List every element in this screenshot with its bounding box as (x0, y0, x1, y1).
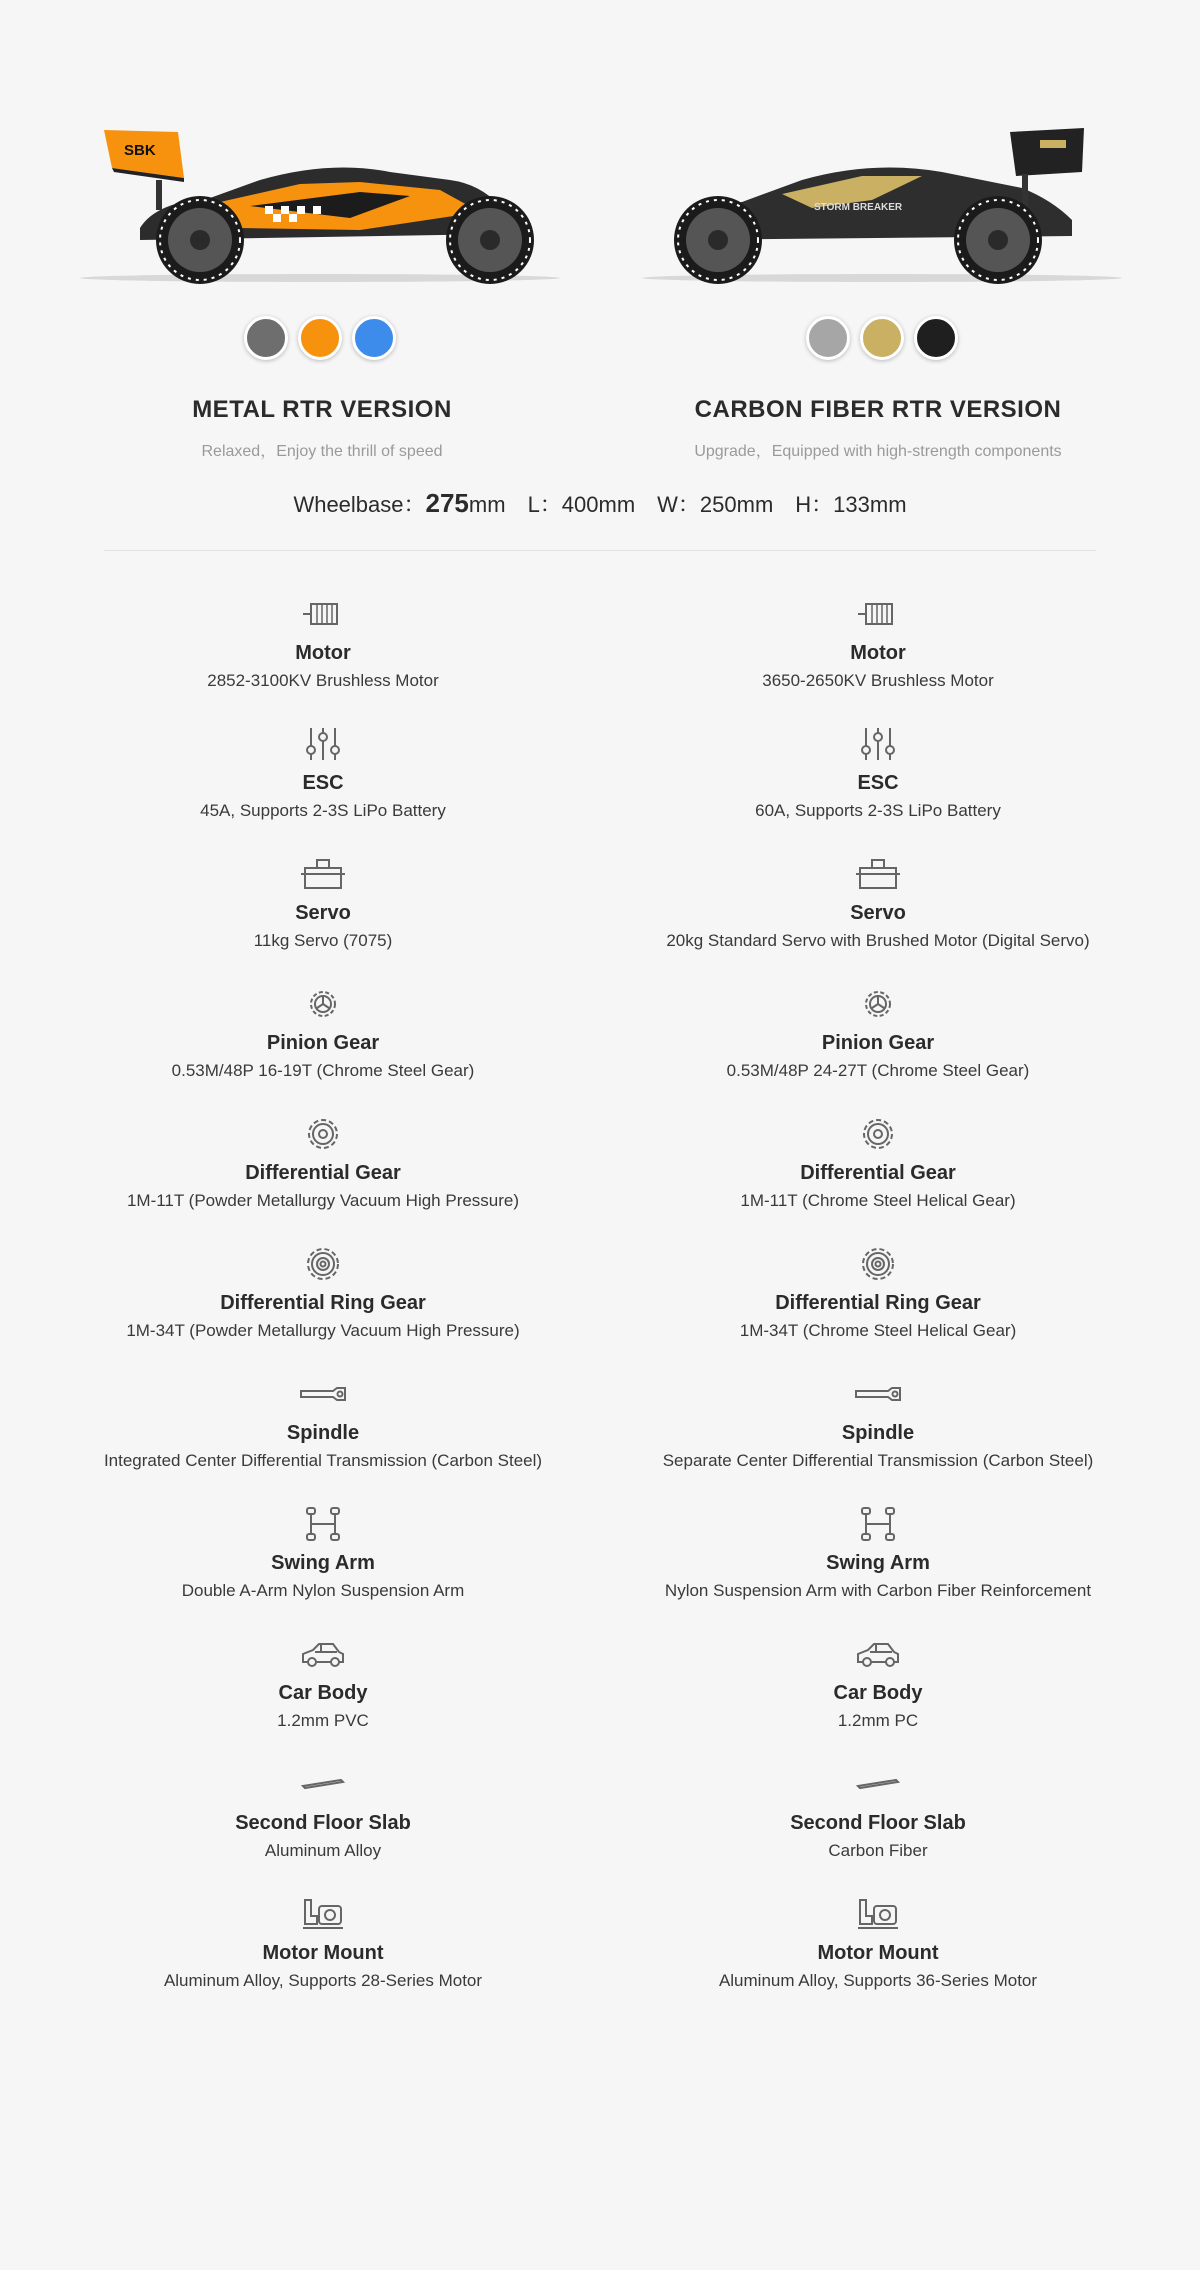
spec-item-servo (588, 856, 1168, 986)
metal-color-swatches (60, 316, 580, 360)
spec-name: Differential Ring Gear (220, 1292, 426, 1314)
swatch-blue[interactable] (352, 316, 396, 360)
spec-item-esc (588, 726, 1168, 856)
spec-name: Motor (850, 642, 906, 664)
ring-gear-icon (299, 1246, 347, 1282)
spec-item-differential-gear (33, 1116, 613, 1246)
metal-version-column (60, 110, 580, 360)
spec-value: 1M-11T (Powder Metallurgy Vacuum High Pressure) (126, 1191, 520, 1210)
spec-value: 1M-34T (Chrome Steel Helical Gear) (739, 1321, 1017, 1340)
spec-value: Aluminum Alloy, Supports 36-Series Motor (718, 1971, 1038, 1990)
floor-slab-icon (854, 1766, 902, 1802)
spec-item-second-floor-slab (33, 1766, 613, 1896)
wing-logo: SBK (124, 142, 156, 159)
spec-name: Motor Mount (817, 1942, 939, 1964)
dimensions-line (0, 488, 1200, 519)
spec-name: Spindle (286, 1422, 360, 1444)
spec-value: Carbon Fiber (828, 1841, 928, 1860)
spec-value: 0.53M/48P 16-19T (Chrome Steel Gear) (171, 1061, 475, 1080)
spec-item-pinion-gear (33, 986, 613, 1116)
ring-gear-icon (854, 1246, 902, 1282)
esc-sliders-icon (299, 726, 347, 762)
spec-name: Motor (295, 642, 351, 664)
pinion-gear-icon (854, 986, 902, 1022)
spec-name: Swing Arm (826, 1552, 930, 1574)
car-body-icon (299, 1636, 347, 1672)
carbon-version-subtitle: Upgrade，Equipped with high-strength components (694, 443, 1062, 460)
section-divider (104, 550, 1096, 551)
motor-icon (854, 596, 902, 632)
motor-mount-icon (854, 1896, 902, 1932)
spec-item-motor (33, 596, 613, 726)
spec-value: 60A, Supports 2-3S LiPo Battery (755, 801, 1001, 820)
spec-item-motor-mount (588, 1896, 1168, 2026)
spec-value: 1M-11T (Chrome Steel Helical Gear) (740, 1191, 1016, 1210)
spec-value: 20kg Standard Servo with Brushed Motor (Digital Servo) (666, 931, 1090, 950)
spec-value: 2852-3100KV Brushless Motor (207, 671, 439, 690)
spec-item-swing-arm (588, 1506, 1168, 1636)
wheelbase-value: 275 (425, 488, 469, 518)
spec-item-motor-mount (33, 1896, 613, 2026)
differential-gear-icon (854, 1116, 902, 1152)
carbon-version-title: CARBON FIBER RTR VERSION (694, 396, 1062, 423)
spec-item-differential-ring-gear (588, 1246, 1168, 1376)
swing-arm-icon (854, 1506, 902, 1542)
spindle-icon (854, 1376, 902, 1412)
spec-name: Car Body (833, 1682, 923, 1704)
spec-value: Aluminum Alloy (264, 1841, 382, 1860)
car-body-icon (854, 1636, 902, 1672)
spec-value: 3650-2650KV Brushless Motor (762, 671, 994, 690)
metal-version-subtitle: Relaxed，Enjoy the thrill of speed (201, 443, 443, 460)
spec-item-motor (588, 596, 1168, 726)
spec-value: Double A-Arm Nylon Suspension Arm (181, 1581, 465, 1600)
spec-value: 1M-34T (Powder Metallurgy Vacuum High Pressure) (126, 1321, 520, 1340)
servo-icon (854, 856, 902, 892)
spec-value: Aluminum Alloy, Supports 28-Series Motor (163, 1971, 483, 1990)
spec-value: 0.53M/48P 24-27T (Chrome Steel Gear) (726, 1061, 1030, 1080)
carbon-spec-list (588, 596, 1168, 2026)
spec-item-car-body (33, 1636, 613, 1766)
swatch-orange[interactable] (298, 316, 342, 360)
width-value: W：250mm (657, 492, 774, 517)
swatch-gray[interactable] (244, 316, 288, 360)
spec-name: Motor Mount (262, 1942, 384, 1964)
spec-name: Swing Arm (271, 1552, 375, 1574)
spec-item-differential-ring-gear (33, 1246, 613, 1376)
pinion-gear-icon (299, 986, 347, 1022)
carbon-color-swatches (622, 316, 1142, 360)
spec-name: Car Body (278, 1682, 368, 1704)
spec-name: Second Floor Slab (790, 1812, 966, 1834)
motor-icon (299, 596, 347, 632)
swatch-black[interactable] (914, 316, 958, 360)
spec-value: 11kg Servo (7075) (253, 931, 393, 950)
spec-value: 1.2mm PVC (277, 1711, 369, 1730)
swatch-silver[interactable] (806, 316, 850, 360)
spec-name: ESC (857, 772, 899, 794)
body-logo: STORM BREAKER (814, 202, 903, 213)
metal-version-title: METAL RTR VERSION (192, 396, 452, 423)
wheelbase-label: Wheelbase： (293, 492, 426, 517)
esc-sliders-icon (854, 726, 902, 762)
length-value: L：400mm (527, 492, 636, 517)
spec-item-spindle (33, 1376, 613, 1506)
differential-gear-icon (299, 1116, 347, 1152)
spec-item-car-body (588, 1636, 1168, 1766)
spec-name: ESC (302, 772, 344, 794)
servo-icon (299, 856, 347, 892)
spec-item-differential-gear (588, 1116, 1168, 1246)
spec-name: Servo (295, 902, 351, 924)
height-value: H：133mm (795, 492, 907, 517)
spec-name: Differential Gear (245, 1162, 401, 1184)
spindle-icon (299, 1376, 347, 1412)
spec-name: Servo (850, 902, 906, 924)
spec-item-swing-arm (33, 1506, 613, 1636)
metal-rc-car-image (60, 110, 580, 290)
spec-item-servo (33, 856, 613, 986)
carbon-rc-car-image (622, 110, 1142, 290)
motor-mount-icon (299, 1896, 347, 1932)
spec-value: 1.2mm PC (837, 1711, 919, 1730)
spec-value: Nylon Suspension Arm with Carbon Fiber Reinforcement (664, 1581, 1092, 1600)
spec-value: Separate Center Differential Transmission (Carbon Steel) (662, 1451, 1094, 1470)
spec-name: Pinion Gear (266, 1032, 380, 1054)
spec-value: Integrated Center Differential Transmission (Carbon Steel) (103, 1451, 543, 1470)
metal-spec-list (33, 596, 613, 2026)
spec-item-spindle (588, 1376, 1168, 1506)
swing-arm-icon (299, 1506, 347, 1542)
spec-name: Second Floor Slab (235, 1812, 411, 1834)
carbon-version-column (622, 110, 1142, 360)
spec-name: Spindle (841, 1422, 915, 1444)
spec-name: Differential Ring Gear (775, 1292, 981, 1314)
spec-item-pinion-gear (588, 986, 1168, 1116)
spec-item-second-floor-slab (588, 1766, 1168, 1896)
spec-item-esc (33, 726, 613, 856)
spec-name: Differential Gear (800, 1162, 956, 1184)
swatch-gold[interactable] (860, 316, 904, 360)
wheelbase-unit: mm (468, 492, 506, 517)
spec-value: 45A, Supports 2-3S LiPo Battery (200, 801, 446, 820)
floor-slab-icon (299, 1766, 347, 1802)
spec-name: Pinion Gear (821, 1032, 935, 1054)
